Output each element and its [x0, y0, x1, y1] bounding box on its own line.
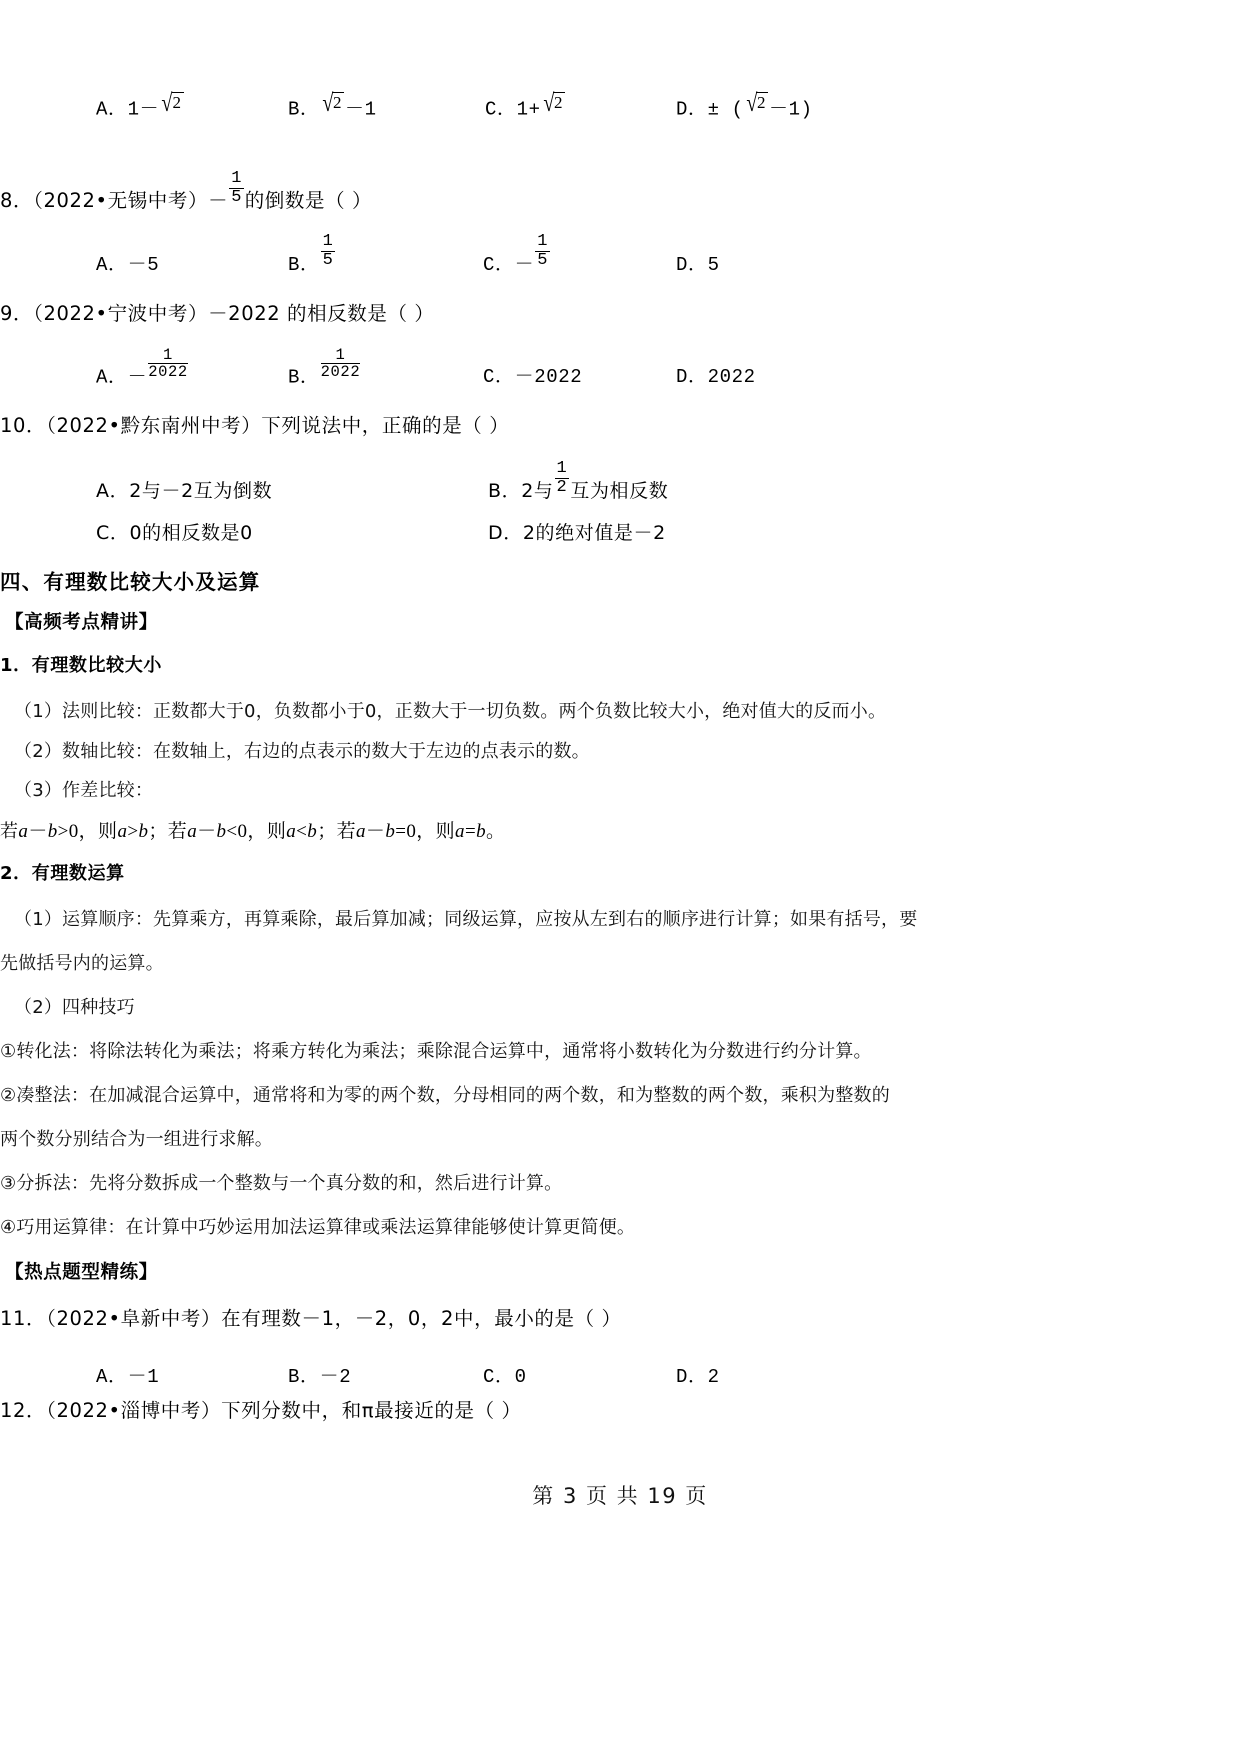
formula-part: ；若 — [148, 821, 188, 842]
formula-var-b: b — [138, 821, 149, 842]
formula-part: － — [197, 821, 217, 842]
formula-var-b: b — [307, 821, 318, 842]
q8-options-row — [88, 228, 1152, 276]
q8-stem-suffix: 的倒数是（ ） — [244, 189, 373, 213]
q10-option-b[interactable] — [488, 460, 668, 503]
sqrt-icon: √2 — [161, 89, 182, 117]
q8-option-d[interactable]: D．5 — [676, 254, 720, 276]
fraction-one-over-2022: $\frac{1}{2022}$ — [148, 345, 188, 382]
q10-stem — [0, 410, 509, 438]
q11-option-d[interactable]: D．2 — [676, 1366, 720, 1388]
formula-part: > — [127, 821, 139, 842]
q10-option-a[interactable]: A．2与－2互为倒数 — [96, 480, 273, 502]
q10-option-d[interactable]: D．2的绝对值是－2 — [488, 522, 666, 544]
fraction-one-half: $\frac{1}{2}$ — [556, 458, 568, 498]
topic2-technique-3: ③分拆法：先将分数拆成一个整数与一个真分数的和，然后进行计算。 — [0, 1173, 563, 1194]
q11-options-row — [88, 1348, 1152, 1388]
formula-part: <0，则 — [226, 821, 287, 842]
q12-stem-text: 12．（2022•淄博中考）下列分数中，和π最接近的是（ ） — [0, 1399, 522, 1422]
section-heading: 四、有理数比较大小及运算 — [0, 570, 261, 594]
q11-stem-text: 11．（2022•阜新中考）在有理数－1，－2，0，2中，最小的是（ ） — [0, 1307, 622, 1330]
formula-var-a: a — [117, 821, 128, 842]
q7-option-c[interactable] — [485, 91, 566, 120]
formula-var-b: b — [47, 821, 58, 842]
page-footer: 第 3 页 共 19 页 — [532, 1484, 708, 1508]
topic1-heading: 1．有理数比较大小 — [0, 655, 162, 676]
fraction-one-fifth: $\frac{1}{5}$ — [231, 169, 242, 208]
formula-part: 若 — [0, 821, 19, 842]
q11-option-a[interactable]: A．－1 — [96, 1366, 160, 1388]
formula-part: = — [464, 821, 477, 842]
topic1-item2: （2）数轴比较：在数轴上，右边的点表示的数大于左边的点表示的数。 — [14, 741, 590, 762]
q9-option-a-label: A．－ — [96, 366, 148, 388]
formula-part: >0，则 — [57, 821, 118, 842]
topic1-item1: （1）法则比较：正数都大于0，负数都小于0，正数大于一切负数。两个负数比较大小，绝对值大的反而小。 — [14, 701, 887, 722]
q7-options-row — [88, 70, 1152, 120]
fraction-one-fifth: $\frac{1}{5}$ — [537, 231, 549, 271]
q7-option-b-tail: －1 — [345, 98, 377, 120]
subheading-concepts: 【高频考点精讲】 — [5, 612, 158, 633]
q9-options-row — [88, 340, 1152, 388]
q7-option-c-label: C．1+ — [485, 98, 541, 120]
formula-var-a: a — [356, 821, 366, 842]
q8-option-c-label: C．－ — [483, 254, 535, 276]
q7-option-b[interactable] — [288, 91, 377, 120]
q10-option-b-tail: 互为相反数 — [570, 480, 669, 502]
subheading-practice: 【热点题型精练】 — [5, 1262, 158, 1283]
q7-option-d-label: D．± ( — [676, 98, 744, 120]
q10-option-c[interactable]: C．0的相反数是0 — [96, 522, 253, 544]
formula-var-a: a — [18, 821, 29, 842]
topic1-formula — [0, 816, 505, 843]
q8-stem-prefix: 8．（2022•无锡中考）－ — [0, 189, 229, 213]
topic2-technique-4: ④巧用运算律：在计算中巧妙运用加法运算律或乘法运算律能够使计算更简便。 — [0, 1217, 636, 1238]
topic2-item1-line2: 先做括号内的运算。 — [0, 953, 164, 974]
formula-part: 。 — [485, 821, 506, 842]
q10-stem-text: 10．（2022•黔东南州中考）下列说法中，正确的是（ ） — [0, 414, 510, 437]
formula-part: － — [28, 821, 48, 842]
formula-part: ；若 — [317, 821, 356, 842]
formula-part: =0，则 — [395, 821, 456, 842]
q8-option-b[interactable] — [288, 233, 336, 276]
q11-option-c[interactable]: C．0 — [483, 1366, 527, 1388]
q7-option-a-label: A．1－ — [96, 98, 160, 120]
q8-option-b-label: B． — [288, 254, 320, 276]
q9-option-a[interactable] — [96, 347, 189, 388]
formula-var-b: b — [476, 821, 486, 842]
sqrt-icon: √2 — [543, 89, 564, 117]
topic2-technique-2-line2: 两个数分别结合为一组进行求解。 — [0, 1129, 273, 1150]
q11-option-b[interactable]: B．－2 — [288, 1366, 352, 1388]
sqrt-icon: √2 — [746, 89, 767, 117]
formula-part: － — [365, 821, 386, 842]
formula-var-a: a — [455, 821, 465, 842]
q10-options-row-2 — [88, 505, 1152, 545]
topic1-item3: （3）作差比较： — [14, 780, 154, 801]
q9-option-c[interactable]: C．－2022 — [483, 366, 583, 388]
formula-var-b: b — [385, 821, 396, 842]
q7-option-b-label: B． — [288, 98, 320, 120]
q9-option-d[interactable]: D．2022 — [676, 366, 756, 388]
q9-option-b[interactable] — [288, 347, 361, 388]
topic2-technique-1: ①转化法：将除法转化为乘法；将乘方转化为乘法；乘除混合运算中，通常将小数转化为分数进行约分计算。 — [0, 1041, 872, 1062]
q10-option-b-label: B．2与 — [488, 480, 554, 502]
topic2-item2: （2）四种技巧 — [14, 997, 135, 1018]
q12-stem — [0, 1395, 522, 1423]
formula-var-a: a — [187, 821, 198, 842]
topic2-heading: 2．有理数运算 — [0, 863, 125, 884]
q7-option-d[interactable] — [676, 91, 813, 120]
topic2-technique-2-line1: ②凑整法：在加减混合运算中，通常将和为零的两个数，分母相同的两个数，和为整数的两个数，乘积为整数的 — [0, 1085, 890, 1106]
q7-option-d-tail: －1) — [769, 98, 813, 120]
q10-options-row-1 — [88, 455, 1152, 503]
q9-stem — [0, 298, 435, 326]
sqrt-icon: √2 — [322, 89, 343, 117]
formula-part: < — [296, 821, 308, 842]
q8-stem — [0, 170, 372, 213]
q11-stem — [0, 1303, 622, 1331]
q7-option-a[interactable] — [96, 91, 185, 120]
q8-option-c[interactable] — [483, 233, 551, 276]
q8-option-a[interactable]: A．－5 — [96, 254, 160, 276]
q9-stem-text: 9．（2022•宁波中考）－2022 的相反数是（ ） — [0, 302, 435, 325]
q9-option-b-label: B． — [288, 366, 320, 388]
fraction-one-over-2022: $\frac{1}{2022}$ — [320, 345, 361, 382]
formula-var-a: a — [286, 821, 297, 842]
topic2-item1-line1: （1）运算顺序：先算乘方，再算乘除，最后算加减；同级运算，应按从左到右的顺序进行计算；如果有括号，要 — [14, 909, 918, 930]
formula-var-b: b — [216, 821, 227, 842]
fraction-one-fifth: $\frac{1}{5}$ — [322, 231, 334, 271]
